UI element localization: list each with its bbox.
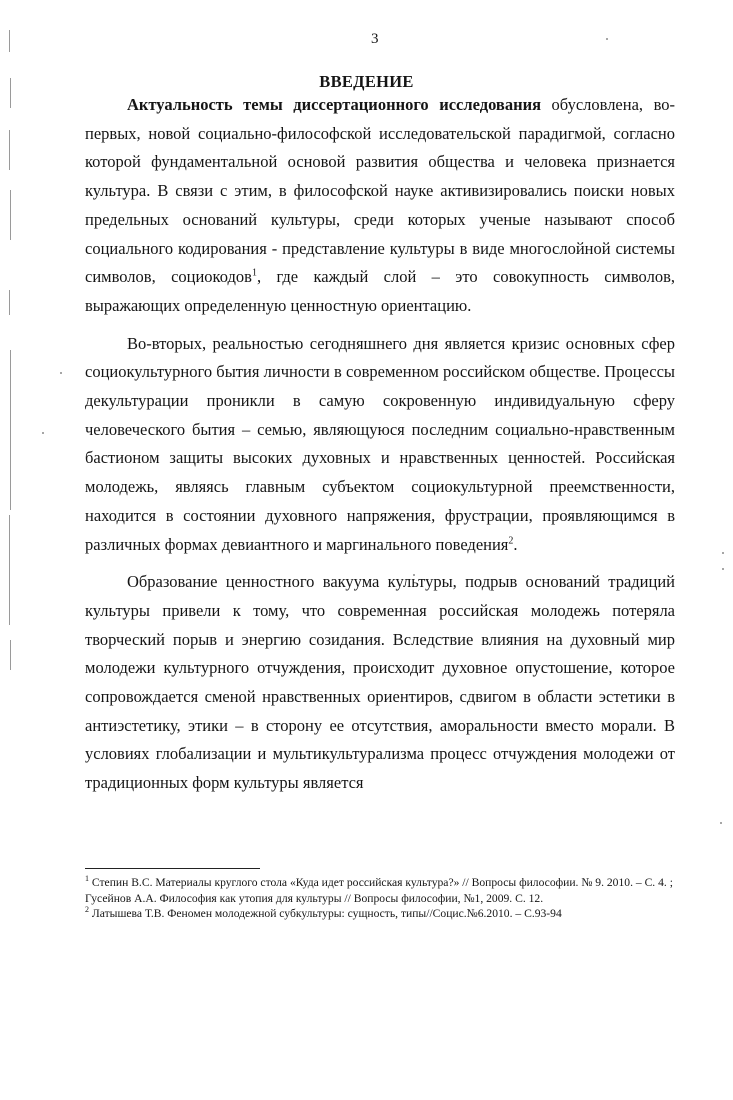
footnote <box>85 875 675 906</box>
footnote-number: 2 <box>85 905 89 915</box>
paragraph <box>85 330 675 560</box>
footnote-text: Латышева Т.В. Феномен молодежной субкультуры: сущность, типы//Социс.№6.2010. – С.93-94 <box>89 907 562 920</box>
footnote-number: 1 <box>85 874 89 884</box>
scan-artifact <box>720 822 722 824</box>
scan-artifact <box>722 552 724 554</box>
scan-artifact <box>10 640 11 670</box>
paragraph-text: Во-вторых, реальностью сегодняшнего дня является кризис основных сфер социокультурного бытия личности в современном российском обществе. Процессы декультурации проникли в самую сокровенную индивидуальную сферу человеческого бытия – семью, являющуюся последним социально-нравственным бастионом защиты высоких духовных и нравственных ценностей. Российская молодежь, являясь главным субъектом социокультурной преемственности, находится в состоянии духовного напряжения, фрустрации, проявляющимся в различных формах девиантного и маргинального поведения <box>85 333 675 554</box>
scan-artifact <box>60 372 62 374</box>
footnote-text: Степин В.С. Материалы круглого стола «Куда идет российская культура?» // Вопросы философии. № 9. 2010. – С. 4. ; Гусейнов А.А. Философия как утопия для культуры // Вопросы философии, №1, 2009. С. 12. <box>85 876 673 905</box>
scan-artifact <box>9 290 10 315</box>
paragraph-text: , где каждый слой – это совокупность символов, выражающих определенную ценностную ориентацию. <box>85 267 675 315</box>
scan-artifact <box>10 350 11 510</box>
scan-artifact <box>9 515 10 625</box>
paragraph <box>85 91 675 321</box>
section-heading: ВВЕДЕНИЕ <box>319 72 414 91</box>
footnote-reference: 1 <box>251 267 257 279</box>
paragraph-text: . <box>513 534 518 554</box>
scan-artifact <box>10 190 11 240</box>
paragraph-text: Образование ценностного вакуума культуры, подрыв оснований традиций культуры привели к тому, что современная российская молодежь потеряла творческий порыв и энергию созидания. Вследствие влияния на духовный мир молодежи культурного отчуждения, происходит духовное опустошение, которое сопровождается сменой нравственных ориентиров, сдвигом в области эстетики в антиэстетику, этики – в сторону ее отсутствия, аморальности вместо морали. В условиях глобализации и мультикультурализма процесс отчуждения молодежи от традиционных форм культуры является <box>85 572 675 793</box>
scan-artifact <box>9 30 10 52</box>
scan-artifact <box>722 568 724 570</box>
footnotes <box>85 875 675 922</box>
footnote <box>85 906 675 922</box>
paragraph-text: обусловлена, во-первых, новой социально-философской исследовательской парадигмой, согласно которой фундаментальной основой развития общества и человека признается культура. В связи с этим, в философской науке активизировались поиски новых предельных оснований культуры, среди которых ученые называют способ социального кодирования - представление культуры в виде многослойной системы символов, социокодов <box>85 95 676 287</box>
scan-artifact <box>9 130 10 170</box>
scan-artifact <box>606 38 608 40</box>
footnote-reference: 2 <box>508 535 514 547</box>
page-number: 3 <box>371 31 379 47</box>
topic-lead-phrase: Актуальность темы диссертационного исследования <box>127 95 542 114</box>
body-text <box>85 91 675 798</box>
footnote-separator <box>85 868 260 869</box>
scan-artifact <box>42 432 44 434</box>
paragraph <box>85 568 675 798</box>
